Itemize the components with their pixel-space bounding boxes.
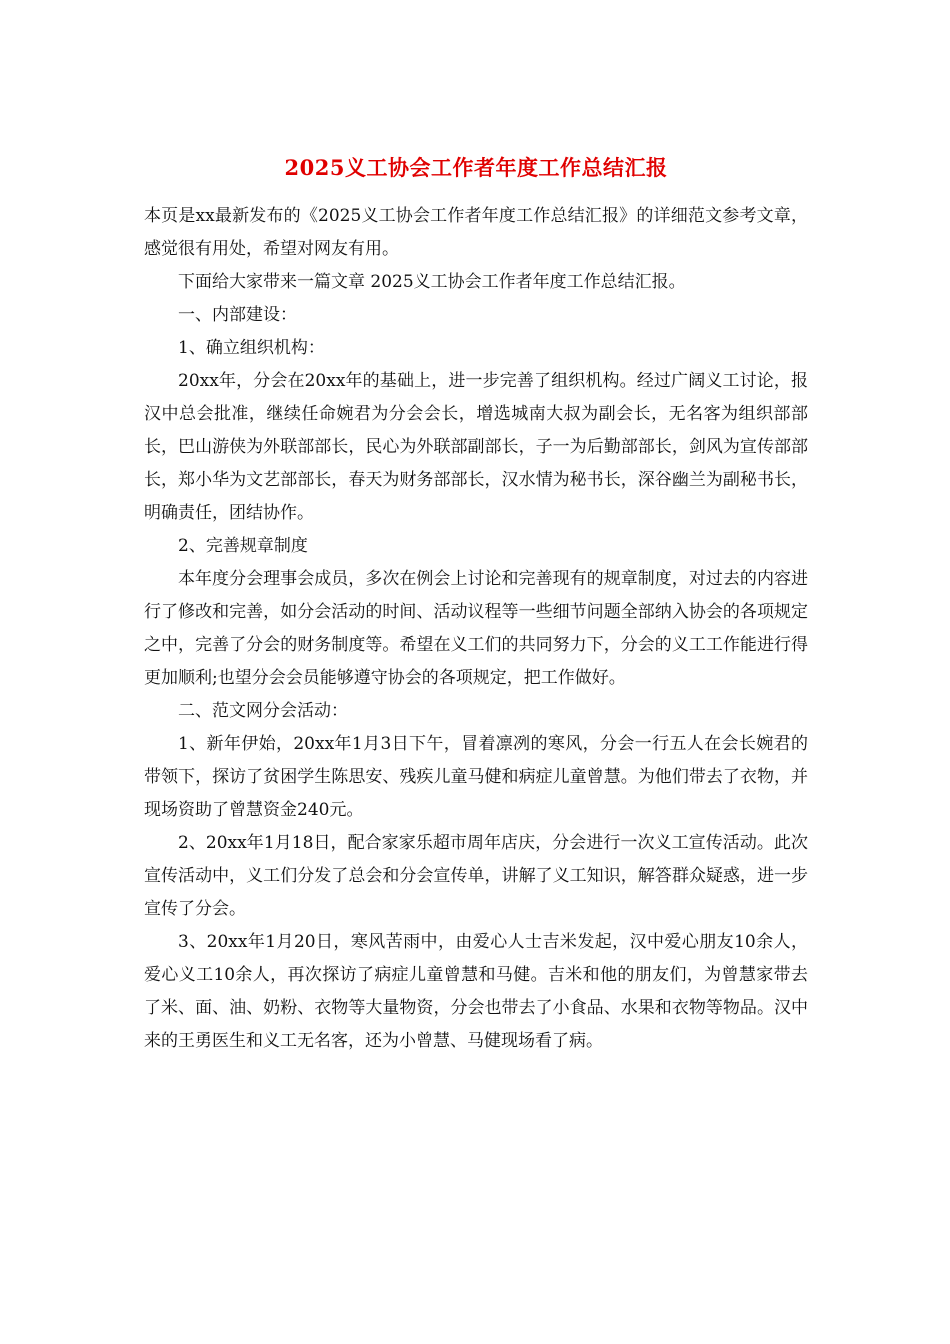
paragraph-activity-1: 1、新年伊始，20xx年1月3日下午，冒着凛冽的寒风，分会一行五人在会长婉君的带领下，探访了贫困学生陈思安、残疾儿童马健和病症儿童曾慧。为他们带去了衣物，并现场资助了曾慧资金240元。	[144, 734, 808, 820]
paragraph-lead: 下面给大家带来一篇文章 2025义工协会工作者年度工作总结汇报。	[178, 272, 686, 292]
paragraph-organization: 20xx年，分会在20xx年的基础上，进一步完善了组织机构。经过广阔义工讨论，报汉中总会批准，继续任命婉君为分会会长，增选城南大叔为副会长，无名客为组织部部长，巴山游侠为外联部部长，民心为外联部副部长，子一为后勤部部长，剑风为宣传部部长，郑小华为文艺部部长，春天为财务部部长，汉水情为秘书长，深谷幽兰为副秘书长，明确责任，团结协作。	[144, 371, 808, 523]
heading-activities: 二、范文网分会活动：	[178, 701, 348, 721]
document-page	[144, 152, 808, 1058]
document-title: 2025义工协会工作者年度工作总结汇报	[284, 155, 668, 180]
heading-internal-construction: 一、内部建设：	[178, 305, 297, 325]
subheading-organization: 1、确立组织机构：	[178, 338, 325, 358]
paragraph-activity-2: 2、20xx年1月18日，配合家家乐超市周年店庆，分会进行一次义工宣传活动。此次宣传活动中，义工们分发了总会和分会宣传单，讲解了义工知识，解答群众疑惑，进一步宣传了分会。	[144, 833, 808, 919]
subheading-rules: 2、完善规章制度	[178, 536, 308, 556]
paragraph-rules: 本年度分会理事会成员，多次在例会上讨论和完善现有的规章制度，对过去的内容进行了修改和完善，如分会活动的时间、活动议程等一些细节问题全部纳入协会的各项规定之中，完善了分会的财务制度等。希望在义工们的共同努力下，分会的义工工作能进行得更加顺利;也望分会会员能够遵守协会的各项规定，把工作做好。	[144, 569, 808, 688]
paragraph-intro: 本页是xx最新发布的《2025义工协会工作者年度工作总结汇报》的详细范文参考文章，感觉很有用处，希望对网友有用。	[144, 206, 808, 259]
paragraph-activity-3: 3、20xx年1月20日，寒风苦雨中，由爱心人士吉米发起，汉中爱心朋友10余人，爱心义工10余人，再次探访了病症儿童曾慧和马健。吉米和他的朋友们，为曾慧家带去了米、面、油、奶粉、衣物等大量物资，分会也带去了小食品、水果和衣物等物品。汉中来的王勇医生和义工无名客，还为小曾慧、马健现场看了病。	[144, 932, 808, 1051]
